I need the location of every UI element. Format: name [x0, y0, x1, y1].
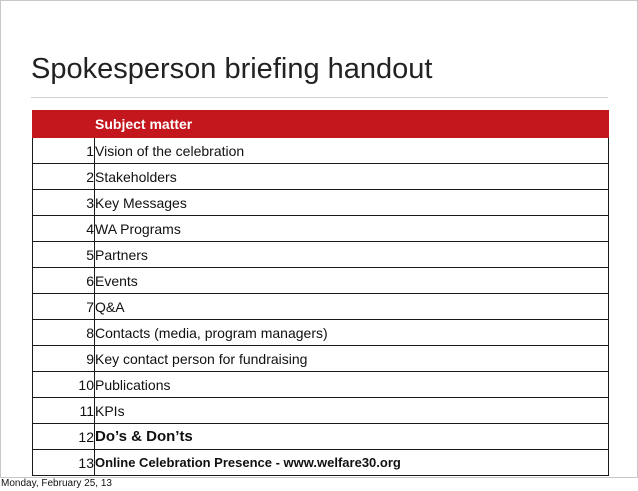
- row-subject: Key contact person for fundraising: [95, 346, 609, 372]
- table-row: [33, 216, 609, 242]
- row-number: 6: [33, 268, 95, 294]
- row-subject: Publications: [95, 372, 609, 398]
- row-number: 5: [33, 242, 95, 268]
- row-subject: Stakeholders: [95, 164, 609, 190]
- table-row: [33, 372, 609, 398]
- table-row: [33, 398, 609, 424]
- footer-date: Monday, February 25, 13: [1, 478, 112, 489]
- row-number: 13: [33, 450, 95, 476]
- table-row: [33, 450, 609, 476]
- row-subject: Partners: [95, 242, 609, 268]
- title-divider: [31, 97, 608, 98]
- row-number: 12: [33, 424, 95, 450]
- row-number: 7: [33, 294, 95, 320]
- row-number: 4: [33, 216, 95, 242]
- table-row: [33, 346, 609, 372]
- row-subject-highlight: Do’s & Don’ts: [95, 424, 609, 450]
- row-subject: Key Messages: [95, 190, 609, 216]
- row-number: 10: [33, 372, 95, 398]
- row-number: 1: [33, 138, 95, 164]
- row-number: 8: [33, 320, 95, 346]
- row-number: 11: [33, 398, 95, 424]
- row-subject: Events: [95, 268, 609, 294]
- row-number: 2: [33, 164, 95, 190]
- row-subject: Contacts (media, program managers): [95, 320, 609, 346]
- header-subject-cell: Subject matter: [95, 111, 609, 138]
- subject-table: [32, 110, 609, 476]
- table-row: [33, 164, 609, 190]
- row-number: 9: [33, 346, 95, 372]
- table-row: [33, 190, 609, 216]
- table-row: [33, 268, 609, 294]
- table-row: [33, 242, 609, 268]
- header-number-cell: [33, 111, 95, 138]
- row-subject-highlight: Online Celebration Presence - www.welfare30.org: [95, 450, 609, 476]
- row-number: 3: [33, 190, 95, 216]
- row-subject: KPIs: [95, 398, 609, 424]
- row-subject: WA Programs: [95, 216, 609, 242]
- row-subject: Q&A: [95, 294, 609, 320]
- table-row: [33, 138, 609, 164]
- table-header-row: [33, 111, 609, 138]
- table-row: [33, 424, 609, 450]
- row-subject: Vision of the celebration: [95, 138, 609, 164]
- slide-title: Spokesperson briefing handout: [31, 53, 433, 85]
- table-row: [33, 320, 609, 346]
- table-row: [33, 294, 609, 320]
